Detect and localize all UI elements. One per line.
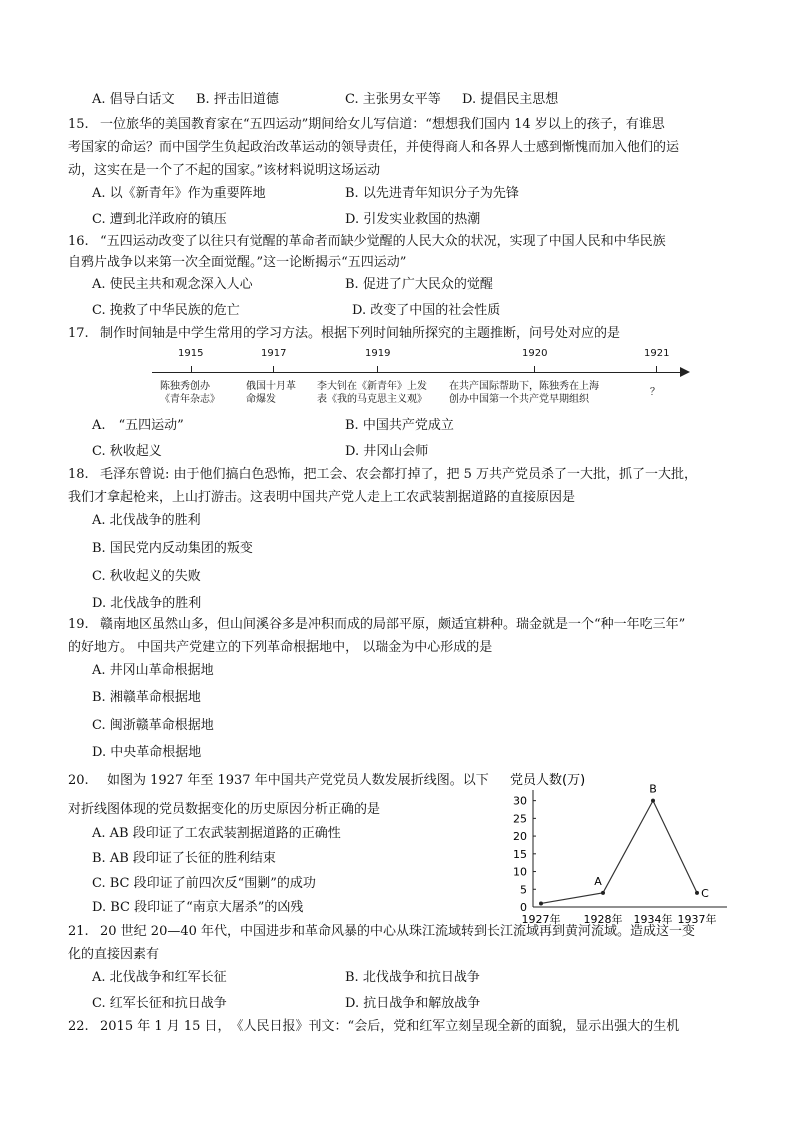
q17-stem-line: 制作时间轴是中学生常用的学习方法。根据下列时间轴所探究的主题推断，问号处对应的是 bbox=[100, 326, 621, 341]
y-tick-label: 5 bbox=[520, 883, 527, 897]
q19-stem-line: 赣南地区虽然山多，但山间溪谷多是冲积而成的局部平原，颇适宜耕种。瑞金就是一个“种一年吃三年” bbox=[100, 617, 686, 632]
q20-option-d[interactable]: D. BC 段印证了“南京大屠杀”的凶残 bbox=[92, 900, 304, 915]
q21-option-b[interactable]: B. 北伐战争和抗日战争 bbox=[345, 970, 480, 985]
q15-option-c[interactable]: C. 遭到北洋政府的镇压 bbox=[92, 212, 227, 227]
q18-option-d[interactable]: D. 北伐战争的胜利 bbox=[92, 596, 202, 611]
q20-stem-line: 如图为 1927 年至 1937 年中国共产党党员人数发展折线图。以下 bbox=[107, 773, 489, 788]
q20-option-b[interactable]: B. AB 段印证了长征的胜利结束 bbox=[92, 851, 276, 866]
timeline-year: 1919 bbox=[365, 348, 391, 359]
timeline-event: 李大钊在《新青年》上发 表《我的马克思主义观》 bbox=[317, 381, 427, 405]
q16-stem-line: “五四运动改变了以往只有觉醒的革命者而缺少觉醒的人民大众的状况，实现了中国人民和中华民族 bbox=[100, 234, 666, 249]
y-tick-label: 25 bbox=[513, 812, 527, 826]
q14-option-a[interactable]: A. 倡导白话文 bbox=[92, 92, 175, 107]
timeline-event-unknown: ？ bbox=[650, 387, 660, 398]
q17-option-c[interactable]: C. 秋收起义 bbox=[92, 444, 162, 459]
timeline-event: 俄国十月革 命爆发 bbox=[246, 381, 296, 405]
q20-option-a[interactable]: A. AB 段印证了工农武装割据道路的正确性 bbox=[92, 826, 341, 841]
q21-option-a[interactable]: A. 北伐战争和红军长征 bbox=[92, 970, 227, 985]
q18-option-b[interactable]: B. 国民党内反动集团的叛变 bbox=[92, 541, 253, 556]
x-tick-label: 1937年 bbox=[677, 913, 717, 926]
q20-option-c[interactable]: C. BC 段印证了前四次反“围剿”的成功 bbox=[92, 876, 316, 891]
q15-stem-line: 考国家的命运？而中国学生负起政治改革运动的领导责任，并使得商人和各界人士感到惭愧而加入他们的运 bbox=[68, 140, 680, 155]
q21-stem-line: 20 世纪 20—40 年代，中国进步和革命风暴的中心从珠江流域转到长江流域再到黄河流域。造成这一变 bbox=[100, 924, 696, 939]
q18-stem-line: 毛泽东曾说: 由于他们搞白色恐怖，把工会、农会都打掉了，把 5 万共产党员杀了一大批，抓了一大批， bbox=[100, 467, 698, 482]
q22-number: 22. bbox=[68, 1019, 89, 1034]
q14-option-d[interactable]: D. 提倡民主思想 bbox=[462, 92, 559, 107]
q16-option-c[interactable]: C. 挽救了中华民族的危亡 bbox=[92, 303, 240, 318]
q19-option-c[interactable]: C. 闽浙赣革命根据地 bbox=[92, 718, 214, 733]
q17-option-b[interactable]: B. 中国共产党成立 bbox=[345, 418, 454, 433]
q16-option-a[interactable]: A. 使民主共和观念深入人心 bbox=[92, 277, 253, 292]
q15-number: 15. bbox=[68, 117, 89, 132]
timeline-year: 1915 bbox=[178, 348, 204, 359]
q19-option-a[interactable]: A. 井冈山革命根据地 bbox=[92, 663, 214, 678]
timeline-tick bbox=[656, 366, 657, 373]
q19-number: 19. bbox=[68, 617, 89, 632]
data-point bbox=[651, 799, 655, 803]
party-members-line-chart bbox=[505, 768, 735, 926]
q16-option-d[interactable]: D. 改变了中国的社会性质 bbox=[352, 303, 501, 318]
x-tick-label: 1934年 bbox=[633, 913, 673, 926]
q18-number: 18. bbox=[68, 467, 89, 482]
series-line bbox=[541, 801, 697, 904]
q15-option-d[interactable]: D. 引发实业救国的热潮 bbox=[345, 212, 481, 227]
y-tick-label: 0 bbox=[520, 901, 527, 914]
q18-option-c[interactable]: C. 秋收起义的失败 bbox=[92, 569, 201, 584]
y-tick-label: 10 bbox=[513, 865, 527, 879]
timeline-tick bbox=[377, 366, 378, 373]
q21-option-d[interactable]: D. 抗日战争和解放战争 bbox=[345, 996, 481, 1011]
timeline-year: 1921 bbox=[644, 348, 670, 359]
q15-stem-line: 一位旅华的美国教育家在“五四运动”期间给女儿写信道：“想想我们国内 14 岁以上的孩子，有谁思 bbox=[100, 117, 665, 132]
y-tick-label: 15 bbox=[513, 847, 527, 861]
q16-option-b[interactable]: B. 促进了广大民众的觉醒 bbox=[345, 277, 493, 292]
q15-option-b[interactable]: B. 以先进青年知识分子为先锋 bbox=[345, 186, 519, 201]
y-tick-label: 20 bbox=[513, 830, 527, 844]
y-tick-label: 30 bbox=[513, 794, 527, 808]
q21-option-c[interactable]: C. 红军长征和抗日战争 bbox=[92, 996, 227, 1011]
timeline-event: 在共产国际帮助下，陈独秀在上海 创办中国第一个共产党早期组织 bbox=[449, 381, 599, 405]
q15-stem-line: 动，这实在是一个了不起的国家。”该材料说明这场运动 bbox=[68, 163, 381, 178]
q18-stem-line: 我们才拿起枪来，上山打游击。这表明中国共产党人走上工农武装割据道路的直接原因是 bbox=[68, 490, 576, 505]
point-label: B bbox=[649, 782, 657, 796]
q16-number: 16. bbox=[68, 234, 89, 249]
q22-stem-line: 2015 年 1 月 15 日， 《人民日报》刊文：“会后，党和红军立刻呈现全新的面貌，显示出强大的生机 bbox=[100, 1019, 680, 1034]
q20-stem-line: 对折线图体现的党员数据变化的历史原因分析正确的是 bbox=[68, 802, 381, 817]
q19-stem-line: 的好地方。 中国共产党建立的下列革命根据地中， 以瑞金为中心形成的是 bbox=[68, 640, 493, 655]
q18-option-a[interactable]: A. 北伐战争的胜利 bbox=[92, 513, 201, 528]
timeline-year: 1917 bbox=[261, 348, 287, 359]
timeline-axis bbox=[152, 372, 682, 373]
timeline-tick bbox=[273, 366, 274, 373]
chart-title: 党员人数(万) bbox=[510, 773, 586, 788]
q19-option-d[interactable]: D. 中央革命根据地 bbox=[92, 745, 202, 760]
q14-option-b[interactable]: B. 抨击旧道德 bbox=[196, 92, 279, 107]
data-point bbox=[695, 891, 699, 895]
timeline-tick bbox=[191, 366, 192, 373]
x-tick-label: 1928年 bbox=[583, 913, 623, 926]
data-point bbox=[601, 891, 605, 895]
q19-option-b[interactable]: B. 湘赣革命根据地 bbox=[92, 690, 201, 705]
point-label: A bbox=[594, 874, 602, 888]
timeline-year: 1920 bbox=[522, 348, 548, 359]
data-point bbox=[539, 901, 543, 905]
q21-stem-line: 化的直接因素有 bbox=[68, 947, 160, 962]
point-label: C bbox=[701, 886, 709, 900]
q14-option-c[interactable]: C. 主张男女平等 bbox=[345, 92, 441, 107]
q16-stem-line: 自鸦片战争以来第一次全面觉醒。”这一论断揭示“五四运动” bbox=[68, 255, 407, 270]
timeline-arrow-icon bbox=[680, 367, 690, 377]
q17-number: 17. bbox=[68, 326, 89, 341]
q21-number: 21. bbox=[68, 924, 89, 939]
q17-option-a[interactable]: A. “五四运动” bbox=[92, 418, 184, 433]
q20-number: 20. bbox=[68, 773, 89, 788]
q15-option-a[interactable]: A. 以《新青年》作为重要阵地 bbox=[92, 186, 266, 201]
timeline-tick bbox=[534, 366, 535, 373]
timeline-event: 陈独秀创办 《青年杂志》 bbox=[160, 381, 220, 405]
q17-option-d[interactable]: D. 井冈山会师 bbox=[345, 444, 429, 459]
x-tick-label: 1927年 bbox=[521, 913, 561, 926]
